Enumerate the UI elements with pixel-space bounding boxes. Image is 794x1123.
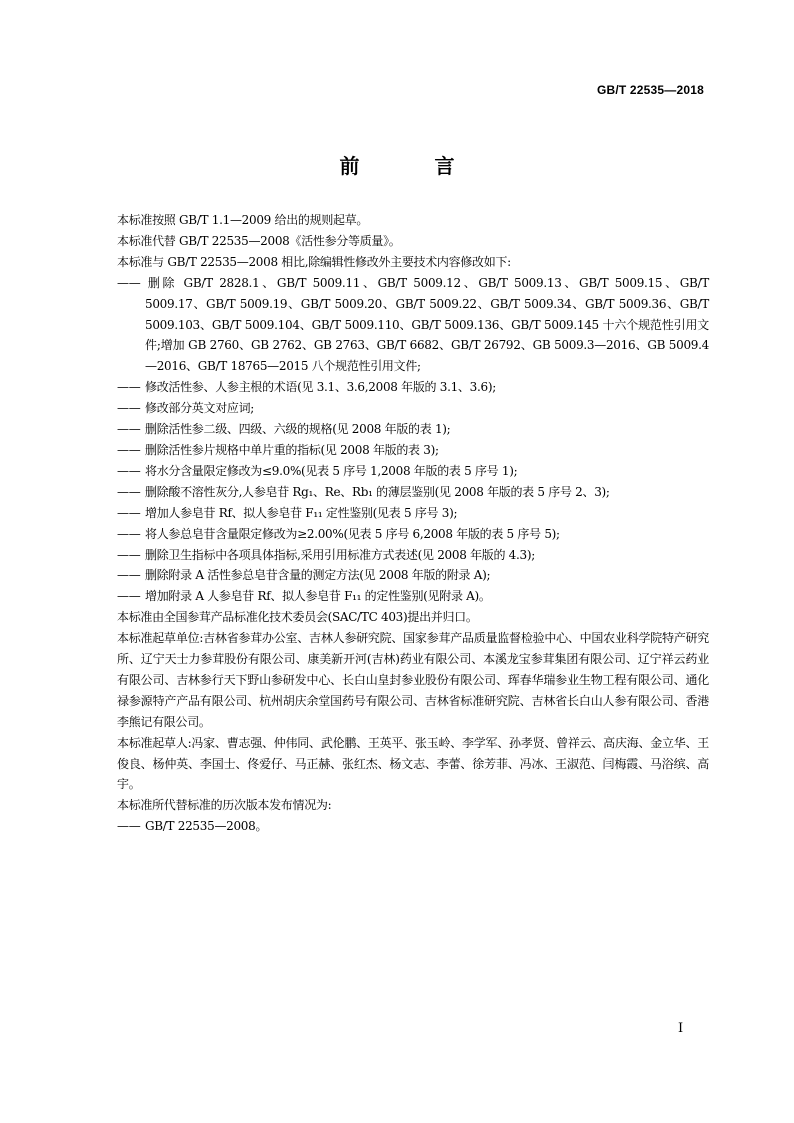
standard-code: GB/T 22535—2018 bbox=[596, 83, 704, 97]
dash-marker: —— bbox=[117, 547, 141, 562]
change-item-text: 将人参总皂苷含量限定修改为≥2.00%(见表 5 序号 6,2008 年版的表 5 序号 5); bbox=[145, 526, 560, 541]
intro-paragraph-3: 本标准与 GB/T 22535—2008 相比,除编辑性修改外主要技术内容修改如下: bbox=[117, 254, 511, 269]
change-item-text: 删除活性参片规格中单片重的指标(见 2008 年版的表 3); bbox=[145, 442, 439, 457]
change-list-item bbox=[117, 565, 709, 586]
history-intro-paragraph: 本标准所代替标准的历次版本发布情况为: bbox=[117, 798, 332, 813]
change-list-item bbox=[117, 419, 709, 440]
change-list-item bbox=[117, 398, 709, 419]
change-list-item bbox=[117, 273, 709, 378]
change-item-text: 删除酸不溶性灰分,人参皂苷 Rg₁、Re、Rb₁ 的薄层鉴别(见 2008 年版的表 5 序号 2、3); bbox=[145, 484, 610, 499]
change-item-text: 删除卫生指标中各项具体指标,采用引用标准方式表述(见 2008 年版的 4.3); bbox=[145, 547, 535, 562]
dash-marker: —— bbox=[117, 401, 141, 416]
dash-marker: —— bbox=[117, 568, 141, 583]
dash-marker: —— bbox=[117, 589, 141, 604]
drafters-paragraph: 本标准起草人:冯家、曹志强、仲伟同、武伦鹏、王英平、张玉岭、李学军、孙孝贤、曾祥云、高庆海、金立华、王俊良、杨仲英、李国士、佟爱仔、马正赫、张红杰、杨文志、李蕾、徐芳菲、冯冰、王淑范、闫梅霞、马浴缤、高宇。 bbox=[117, 735, 709, 792]
change-list-item bbox=[117, 586, 709, 607]
history-item-text: GB/T 22535—2008。 bbox=[145, 819, 268, 834]
change-item-text: 删除附录 A 活性参总皂苷含量的测定方法(见 2008 年版的附录 A); bbox=[145, 568, 491, 583]
change-item-text: 删除活性参二级、四级、六级的规格(见 2008 年版的表 1); bbox=[145, 422, 451, 437]
change-item-text: 增加人参皂苷 Rf、拟人参皂苷 F₁₁ 定性鉴别(见表 5 序号 3); bbox=[145, 505, 458, 520]
change-list-item bbox=[117, 482, 709, 503]
dash-marker: —— bbox=[117, 463, 141, 478]
foreword-body bbox=[117, 210, 709, 837]
dash-marker: —— bbox=[117, 526, 141, 541]
change-item-text: 修改活性参、人参主根的术语(见 3.1、3.6,2008 年版的 3.1、3.6); bbox=[145, 380, 496, 395]
dash-marker: —— bbox=[117, 484, 141, 499]
change-list-item bbox=[117, 461, 709, 482]
dash-marker: —— bbox=[117, 380, 141, 395]
change-list-item bbox=[117, 503, 709, 524]
dash-marker: —— bbox=[117, 442, 141, 457]
change-list-item bbox=[117, 524, 709, 545]
change-item-text: 增加附录 A 人参皂苷 Rf、拟人参皂苷 F₁₁ 的定性鉴别(见附录 A)。 bbox=[145, 589, 491, 604]
intro-paragraph-2: 本标准代替 GB/T 22535—2008《活性参分等质量》。 bbox=[117, 233, 401, 248]
dash-marker: —— bbox=[117, 275, 141, 290]
change-item-text: 修改部分英文对应词; bbox=[145, 401, 255, 416]
dash-marker: —— bbox=[117, 422, 141, 437]
page-title: 前 言 bbox=[339, 154, 489, 178]
change-item-text: 删除 GB/T 2828.1、GB/T 5009.11、GB/T 5009.12、GB/T 5009.13、GB/T 5009.15、GB/T 5009.17、GB/T 5009.19、GB/T 5009.20、GB/T 5009.22、GB/T 5009.34、GB/T 5009.36、GB/T 5009.103、GB/T 5009.104、GB/T 5009.110、GB/T 5009.136、GB/T 5009.145 十六个规范性引用文件;增加 GB 2760、GB 2762、GB 2763、GB/T 6682、GB/T 26792、GB 5009.3—2016、GB 5009.4—2016、GB/T 18765—2015 八个规范性引用文件; bbox=[145, 275, 709, 374]
dash-marker: —— bbox=[117, 819, 141, 834]
drafting-units-paragraph: 本标准起草单位:吉林省参茸办公室、吉林人参研究院、国家参茸产品质量监督检验中心、中国农业科学院特产研究所、辽宁天士力参茸股份有限公司、康美新开河(吉林)药业有限公司、本溪龙宝参茸集团有限公司、辽宁祥云药业有限公司、吉林参行天下野山参研发中心、长白山皇封参业股份有限公司、珲春华瑞参业生物工程有限公司、通化禄参源特产产品有限公司、杭州胡庆余堂国药号有限公司、吉林省标准研究院、吉林省长白山人参有限公司、香港李熊记有限公司。 bbox=[117, 631, 709, 729]
intro-paragraph-1: 本标准按照 GB/T 1.1—2009 给出的规则起草。 bbox=[117, 213, 369, 227]
change-list-item bbox=[117, 377, 709, 398]
history-list-item bbox=[117, 816, 709, 837]
change-list-item bbox=[117, 440, 709, 461]
dash-marker: —— bbox=[117, 505, 141, 520]
proposer-paragraph: 本标准由全国参茸产品标准化技术委员会(SAC/TC 403)提出并归口。 bbox=[117, 610, 478, 625]
change-item-text: 将水分含量限定修改为≤9.0%(见表 5 序号 1,2008 年版的表 5 序号 1); bbox=[145, 463, 518, 478]
page-number: I bbox=[678, 1021, 684, 1036]
change-list-item bbox=[117, 545, 709, 566]
